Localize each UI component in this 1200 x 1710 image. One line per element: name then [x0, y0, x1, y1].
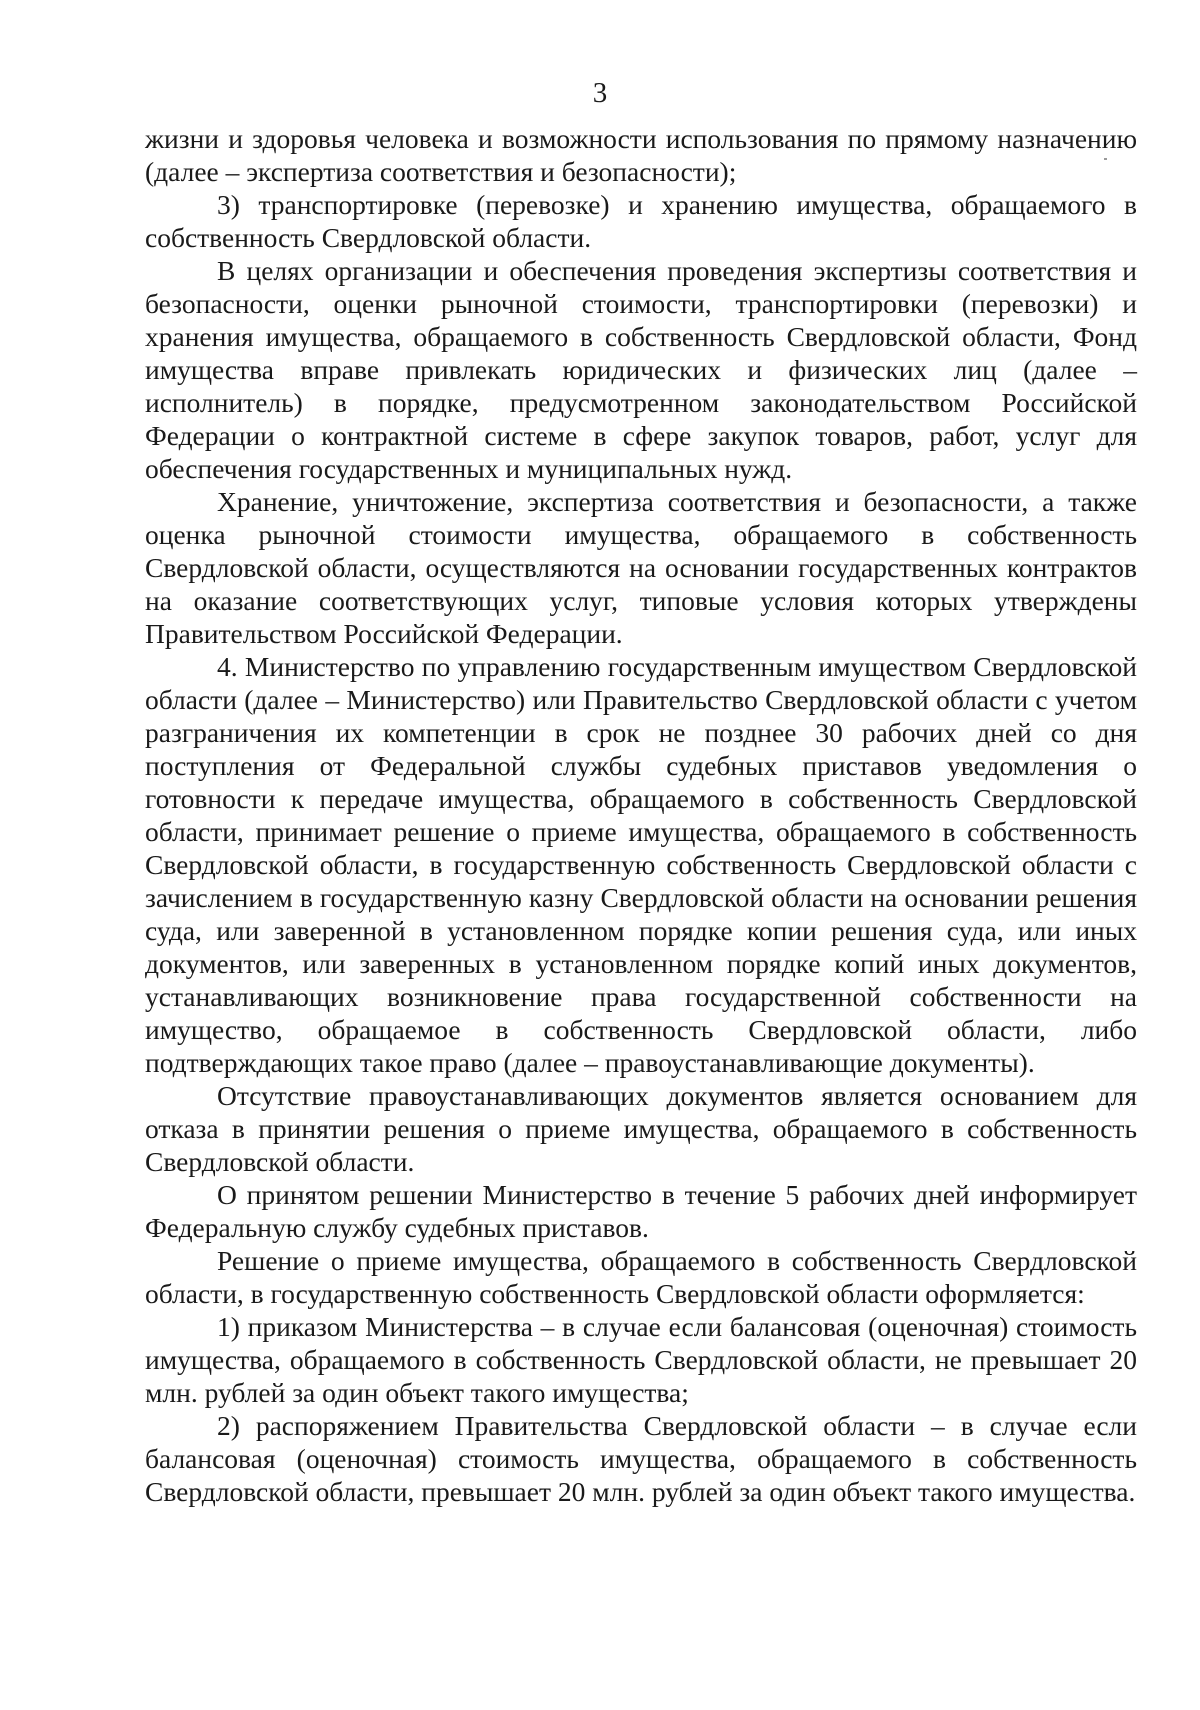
paragraph-item-3: 3) транспортировке (перевозке) и хранению имущества, обращаемого в собственность Свердловской области. [145, 189, 1137, 253]
paragraph-refusal-basis: Отсутствие правоустанавливающих документов является основанием для отказа в принятии решения о приеме имущества, обращаемого в собственность Свердловской области. [145, 1080, 1137, 1177]
paragraph-decision-form: Решение о приеме имущества, обращаемого в собственность Свердловской области, в государственную собственность Свердловской области оформляется: [145, 1245, 1137, 1309]
paragraph-section-4: 4. Министерство по управлению государственным имуществом Свердловской области (далее – Министерство) или Правительство Свердловской области с учетом разграничения их компетенции в срок не позднее 30 рабочих дней со дня поступления от Федеральной службы судебных приставов уведомления о готовности к передаче имущества, обращаемого в собственность Свердловской области, принимает решение о приеме имущества, обращаемого в собственность Свердловской области, в государственную собственность Свердловской области с зачислением в государственную казну Свердловской области на основании решения суда, или заверенной в установленном порядке копии решения суда, или иных документов, или заверенных в установленном порядке копий иных документов, устанавливающих возникновение права государственной собственности на имущество, обращаемое в собственность Свердловской области, либо подтверждающих такое право (далее – правоустанавливающие документы). [145, 651, 1137, 1078]
document-body [145, 122, 1137, 1508]
paragraph-storage-contracts: Хранение, уничтожение, экспертиза соответствия и безопасности, а также оценка рыночной стоимости имущества, обращаемого в собственность Свердловской области, осуществляются на основании государственных контрактов на оказание соответствующих услуг, типовые условия которых утверждены Правительством Российской Федерации. [145, 486, 1137, 649]
paragraph-decision-directive: 2) распоряжением Правительства Свердловской области – в случае если балансовая (оценочная) стоимость имущества, обращаемого в собственность Свердловской области, превышает 20 млн. рублей за один объект такого имущества. [145, 1410, 1137, 1507]
paragraph-continuation: жизни и здоровья человека и возможности использования по прямому назначению (далее – экспертиза соответствия и безопасности); [145, 123, 1137, 187]
paragraph-notification: О принятом решении Министерство в течение 5 рабочих дней информирует Федеральную службу судебных приставов. [145, 1179, 1137, 1243]
paragraph-expertise-organization: В целях организации и обеспечения проведения экспертизы соответствия и безопасности, оценки рыночной стоимости, транспортировки (перевозки) и хранения имущества, обращаемого в собственность Свердловской области, Фонд имущества вправе привлекать юридических и физических лиц (далее – исполнитель) в порядке, предусмотренном законодательством Российской Федерации о контрактной системе в сфере закупок товаров, работ, услуг для обеспечения государственных и муниципальных нужд. [145, 255, 1137, 484]
paragraph-decision-order: 1) приказом Министерства – в случае если балансовая (оценочная) стоимость имущества, обращаемого в собственность Свердловской области, не превышает 20 млн. рублей за один объект такого имущества; [145, 1311, 1137, 1408]
page-number: 3 [592, 77, 608, 109]
